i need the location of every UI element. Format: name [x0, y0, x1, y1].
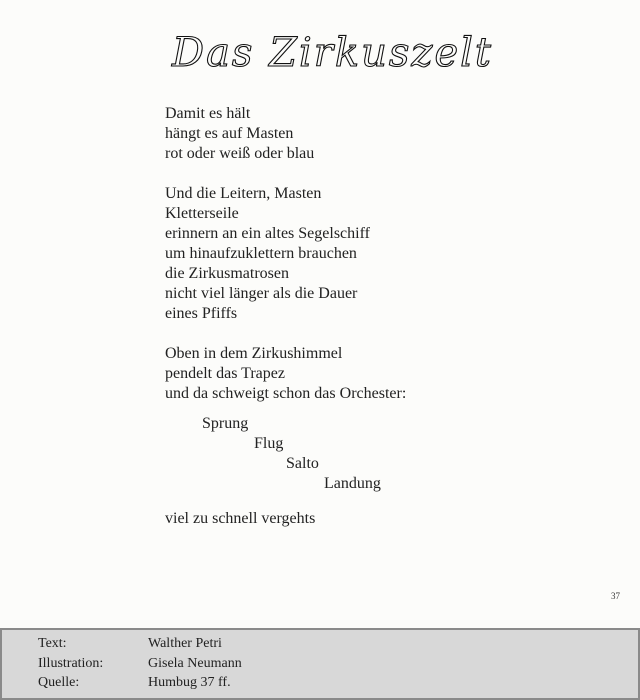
poem-line: hängt es auf Masten	[165, 125, 294, 142]
poem-line: Und die Leitern, Masten	[165, 185, 322, 202]
poem-line: Kletterseile	[165, 205, 239, 222]
credit-label: Illustration:	[38, 656, 104, 671]
closing-line: viel zu schnell vergehts	[165, 510, 316, 527]
credit-value: Walther Petri	[148, 636, 222, 651]
poem-line: um hinaufzuklettern brauchen	[165, 245, 357, 262]
poem-title-text: Das Zirkuszelt	[172, 30, 494, 76]
poem-line: Oben in dem Zirkushimmel	[165, 345, 343, 362]
poem-line: erinnern an ein altes Segelschiff	[165, 225, 370, 242]
stanza-3	[165, 344, 406, 404]
credit-value: Humbug 37 ff.	[148, 675, 231, 690]
staircase-word-landung: Landung	[324, 475, 381, 492]
staircase-word-sprung: Sprung	[202, 415, 249, 432]
poem-line: die Zirkusmatrosen	[165, 265, 289, 282]
credit-label: Quelle:	[38, 675, 80, 690]
handwritten-title	[170, 24, 494, 80]
staircase-word-salto: Salto	[286, 455, 319, 472]
credits-box	[0, 628, 640, 700]
stanza-1	[165, 104, 314, 164]
poem-title	[170, 24, 494, 80]
poem-line: Damit es hält	[165, 105, 251, 122]
page-number: 37	[611, 591, 620, 601]
staircase-word-flug: Flug	[254, 435, 284, 452]
credit-value: Gisela Neumann	[148, 656, 242, 671]
poem-line: rot oder weiß oder blau	[165, 145, 315, 162]
poem-line: nicht viel länger als die Dauer	[165, 285, 358, 302]
stanza-2	[165, 184, 370, 324]
poem-line: und da schweigt schon das Orchester:	[165, 385, 407, 402]
credit-label: Text:	[38, 636, 67, 651]
poem-line: eines Pfiffs	[165, 305, 238, 322]
poem-line: pendelt das Trapez	[165, 365, 285, 382]
